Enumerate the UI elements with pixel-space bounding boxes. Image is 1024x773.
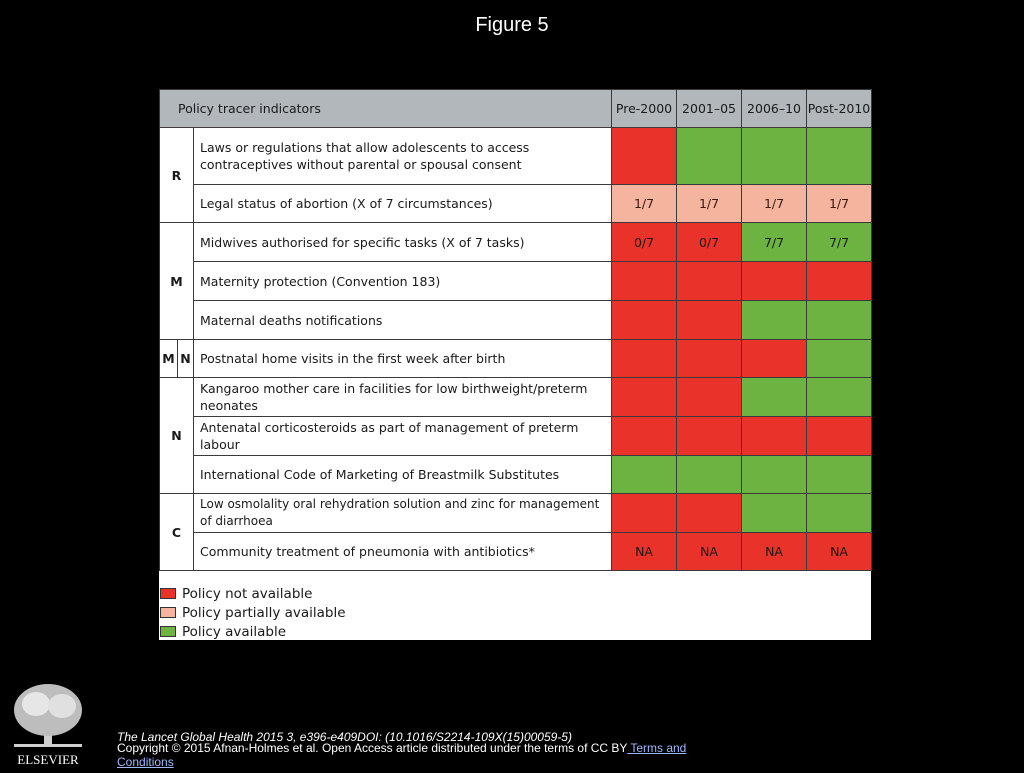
header-period: Pre-2000 — [612, 90, 677, 128]
domain-label-m: M — [160, 340, 178, 378]
status-cell: 1/7 — [742, 185, 807, 223]
status-cell: 0/7 — [612, 223, 677, 262]
status-cell — [742, 378, 807, 417]
indicator-label: International Code of Marketing of Breastmilk Substitutes — [194, 456, 612, 494]
status-cell — [677, 128, 742, 185]
domain-label-n: N — [160, 378, 194, 494]
legend-label: Policy not available — [182, 585, 313, 602]
status-cell: 1/7 — [677, 185, 742, 223]
table-row — [160, 378, 872, 417]
domain-label-n: N — [178, 340, 194, 378]
status-cell — [742, 456, 807, 494]
status-cell: 7/7 — [742, 223, 807, 262]
indicator-label: Laws or regulations that allow adolescents to access contraceptives without parental or spousal consent — [194, 128, 612, 185]
figure-panel — [159, 89, 871, 640]
status-cell: NA — [742, 533, 807, 571]
legend-swatch-not-available — [160, 588, 176, 599]
domain-label-c: C — [160, 494, 194, 571]
legend-item — [159, 584, 871, 603]
indicator-label: Legal status of abortion (X of 7 circumstances) — [194, 185, 612, 223]
legend-label: Policy partially available — [182, 604, 346, 621]
status-cell — [612, 301, 677, 340]
table-header-row — [160, 90, 872, 128]
domain-label-m: M — [160, 223, 194, 340]
status-cell — [807, 340, 872, 378]
legend — [159, 584, 871, 641]
table-row — [160, 494, 872, 533]
indicator-label: Community treatment of pneumonia with antibiotics* — [194, 533, 612, 571]
table-row — [160, 301, 872, 340]
indicator-label: Midwives authorised for specific tasks (X of 7 tasks) — [194, 223, 612, 262]
legend-label: Policy available — [182, 623, 287, 640]
domain-label-r: R — [160, 128, 194, 223]
legend-item — [159, 603, 871, 622]
table-row — [160, 533, 872, 571]
table-row — [160, 456, 872, 494]
status-cell — [677, 494, 742, 533]
citation: The Lancet Global Health 2015 3, e396-e409DOI: (10.1016/S2214-109X(15)00059-5) — [117, 730, 572, 744]
status-cell: NA — [612, 533, 677, 571]
terms-link[interactable]: Terms and Conditions — [117, 741, 687, 769]
status-cell: 1/7 — [807, 185, 872, 223]
indicator-label: Maternal deaths notifications — [194, 301, 612, 340]
status-cell — [807, 262, 872, 301]
status-cell — [742, 128, 807, 185]
status-cell — [677, 417, 742, 456]
status-cell — [807, 301, 872, 340]
indicator-label: Maternity protection (Convention 183) — [194, 262, 612, 301]
header-period: Post-2010 — [807, 90, 872, 128]
status-cell — [677, 378, 742, 417]
status-cell — [742, 494, 807, 533]
policy-tracer-table — [159, 89, 872, 571]
status-cell — [807, 378, 872, 417]
header-period: 2006–10 — [742, 90, 807, 128]
status-cell — [677, 301, 742, 340]
status-cell — [612, 456, 677, 494]
copyright-notice — [117, 741, 717, 769]
status-cell — [612, 417, 677, 456]
status-cell — [677, 340, 742, 378]
table-row — [160, 262, 872, 301]
status-cell: 0/7 — [677, 223, 742, 262]
table-row — [160, 185, 872, 223]
logo-wordmark: ELSEVIER — [17, 752, 79, 767]
legend-swatch-partial — [160, 607, 176, 618]
status-cell — [807, 494, 872, 533]
status-cell — [742, 262, 807, 301]
table-row — [160, 128, 872, 185]
indicator-label: Low osmolality oral rehydration solution and zinc for management of diarrhoea — [194, 494, 612, 533]
copyright-text: Copyright © 2015 Afnan-Holmes et al. Open Access article distributed under the terms of CC BY — [117, 741, 628, 755]
table-row — [160, 223, 872, 262]
status-cell — [742, 417, 807, 456]
status-cell: NA — [807, 533, 872, 571]
status-cell — [742, 340, 807, 378]
indicator-label: Postnatal home visits in the first week after birth — [194, 340, 612, 378]
status-cell — [677, 456, 742, 494]
indicator-label: Antenatal corticosteroids as part of management of preterm labour — [194, 417, 612, 456]
legend-item — [159, 622, 871, 641]
status-cell — [612, 378, 677, 417]
status-cell — [807, 128, 872, 185]
status-cell — [807, 456, 872, 494]
status-cell — [807, 417, 872, 456]
status-cell — [677, 262, 742, 301]
status-cell: 7/7 — [807, 223, 872, 262]
status-cell: NA — [677, 533, 742, 571]
status-cell — [612, 340, 677, 378]
header-indicator: Policy tracer indicators — [160, 90, 612, 128]
status-cell: 1/7 — [612, 185, 677, 223]
table-row — [160, 340, 872, 378]
status-cell — [612, 128, 677, 185]
elsevier-logo — [8, 680, 88, 768]
status-cell — [612, 262, 677, 301]
table-row — [160, 417, 872, 456]
figure-title: Figure 5 — [475, 14, 549, 36]
status-cell — [612, 494, 677, 533]
header-period: 2001–05 — [677, 90, 742, 128]
status-cell — [742, 301, 807, 340]
legend-swatch-available — [160, 626, 176, 637]
indicator-label: Kangaroo mother care in facilities for low birthweight/preterm neonates — [194, 378, 612, 417]
